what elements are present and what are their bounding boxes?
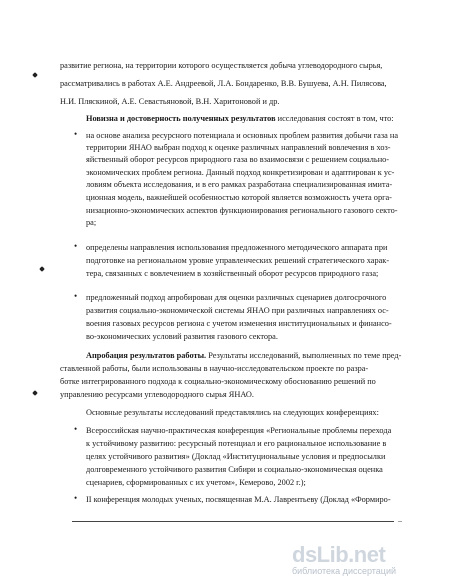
bullet-line: предложенный подход апробирован для оценки различных сценариев долгосрочного [86, 293, 387, 302]
footer-dash: – [398, 516, 402, 525]
bullet-line: яйственный оборот ресурсов природного газа во взаимосвязи с решением социально- [86, 155, 390, 164]
bullet-line: подготовке на региональном уровне управленческих решений стратегического харак- [86, 256, 390, 265]
bullet-line: территории ЯНАО выбран подход к оценке различных направлений вовлечения в хоз- [86, 143, 391, 152]
novelty-paragraph [86, 113, 394, 126]
bullet-line: воения газовых ресурсов региона с учетом изменения институциональных и финансо- [86, 319, 392, 328]
bullet-line: целях устойчивого развития» (Доклад «Институциональные условия и предпосылки [86, 452, 386, 461]
approbation-paragraph [86, 350, 401, 363]
body-line: управлению ресурсами углеводородного сырья ЯНАО. [60, 390, 254, 399]
bullet-line: на основе анализа ресурсного потенциала и основных проблем развития добычи газа на [86, 131, 399, 140]
body-line: ботке интегрированного подхода к социально-экономическому обоснованию решений по [60, 377, 376, 386]
body-line: рассматривались в работах А.Е. Андреевой, Л.А. Бондаренко, В.В. Бушуева, А.Н. Пилясова, [60, 79, 387, 88]
bullet-dot: • [74, 129, 78, 139]
bullet-line: тера, связанных с вовлечением в хозяйственный оборот ресурсов природного газа; [86, 269, 379, 278]
bullet-line: к устойчивому развитию: ресурсный потенциал и его рациональное использование в [86, 439, 387, 448]
bullet-line: низационно-экономических аспектов функционирования регионального газового секто- [86, 206, 398, 215]
bullet-line: определены направления использования предложенного методического аппарата при [86, 243, 388, 252]
bullet-dot: • [74, 493, 78, 503]
bullet-line: ра; [86, 218, 97, 227]
margin-mark [32, 390, 38, 396]
bullet-line: развития социально-экономической системы ЯНАО при различных направлениях ос- [86, 306, 389, 315]
margin-mark [39, 266, 45, 272]
bullet-line: долговременного устойчивого развития Сибири и социально-экономическая оценка [86, 465, 383, 474]
approbation-heading: Апробация результатов работы. [86, 351, 207, 360]
bullet-line: во-экономических условий развития газового сектора. [86, 332, 278, 341]
bullet-line: сценариев, сформированных с их учетом», Кемерово, 2002 г.); [86, 478, 306, 487]
footer-rule [72, 521, 394, 522]
body-line: развитие региона, на территории которого осуществляется добыча углеводородного сырья, [60, 61, 383, 70]
body-line: ставленной работы, были использованы в научно-исследовательском проекте по разра- [60, 364, 369, 373]
approbation-text: Результаты исследований, выполненных по теме пред- [208, 351, 402, 360]
watermark-subtitle: библиотека диссертаций [292, 566, 397, 576]
novelty-heading: Новизна и достоверность полученных результатов [86, 114, 276, 123]
bullet-dot: • [74, 241, 78, 251]
bullet-line: II конференция молодых ученых, посвященная М.А. Лаврентьеву (Доклад «Формиро- [86, 495, 391, 504]
bullet-line: экономических проблем региона. Данный подход конкретизирован и адаптирован к ус- [86, 168, 395, 177]
margin-mark [32, 72, 38, 78]
watermark-logo: dsLib.net [292, 542, 386, 567]
body-line: Н.И. Пляскиной, А.Е. Севастьяновой, В.Н. Харитоновой и др. [60, 97, 280, 106]
watermark [292, 544, 442, 574]
bullet-line: ловиям объекта исследования, и в его рамках разработана специализированная имита- [86, 180, 393, 189]
conference-intro: Основные результаты исследований представлялись на следующих конференциях: [86, 408, 379, 417]
novelty-heading-tail: исследования состоят в том, что: [277, 114, 394, 123]
bullet-dot: • [74, 291, 78, 301]
bullet-line: Всероссийская научно-практическая конференция «Региональные проблемы перехода [86, 426, 392, 435]
bullet-line: ционная модель, важнейшей особенностью которой является возможность учета орга- [86, 193, 392, 202]
bullet-dot: • [74, 424, 78, 434]
